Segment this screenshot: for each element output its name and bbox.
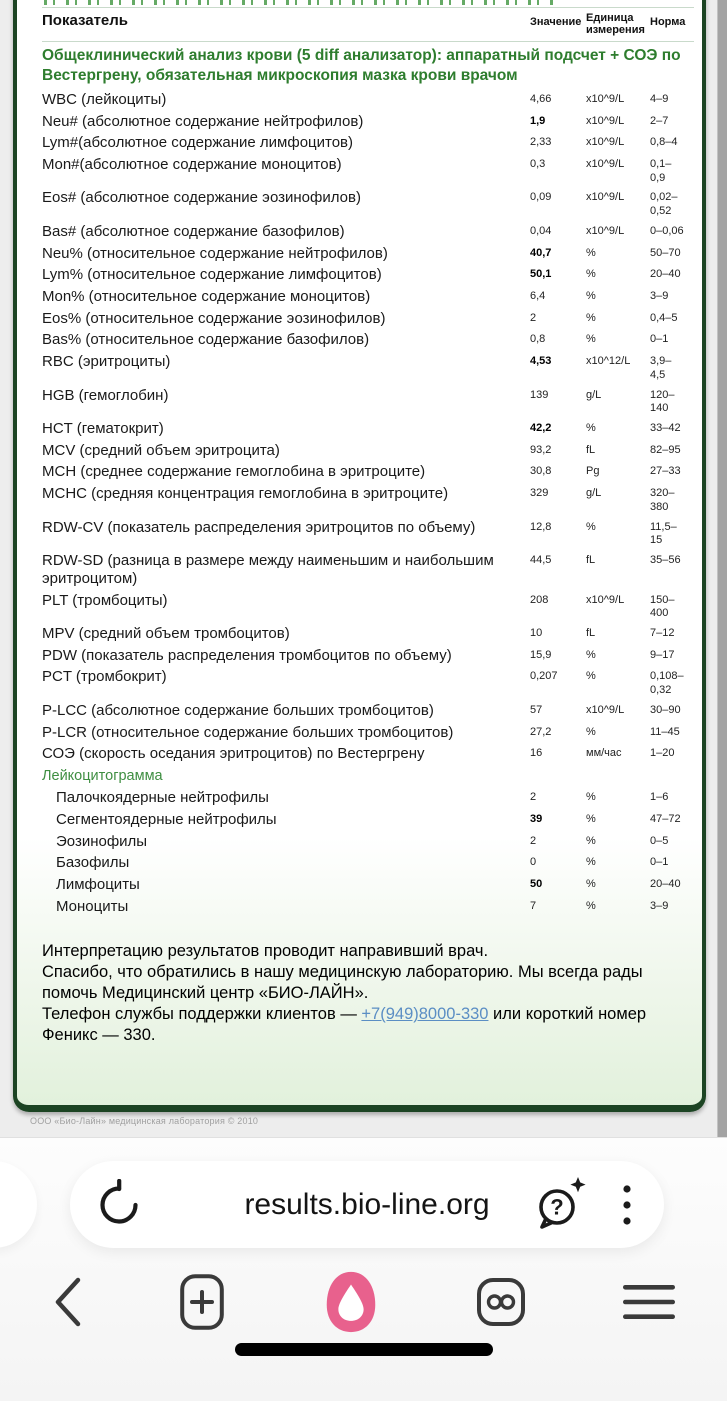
row-unit: % [586,670,596,683]
row-norm: 0–0,06 [650,224,684,237]
clipped-text-fragment [44,0,554,5]
row-value: 139 [530,388,549,401]
row-unit: x10^9/L [586,191,625,204]
table-row [42,831,694,853]
row-unit: x10^9/L [586,114,625,127]
row-label: PDW (показатель распределения тромбоцитов по объему) [42,646,452,664]
table-row [42,221,694,243]
ai-assistant-button[interactable] [532,1177,588,1231]
row-norm: 47–72 [650,813,681,826]
row-norm: 11–45 [650,725,680,738]
row-value: 2 [530,311,537,324]
row-value: 10 [530,627,543,640]
row-unit: x10^9/L [586,703,625,716]
table-row [42,154,694,188]
row-label: Neu# (абсолютное содержание нейтрофилов) [42,112,364,130]
row-unit: % [586,422,596,435]
row-norm: 0–1 [650,333,669,346]
row-norm: 82–95 [650,443,681,456]
row-value: 42,2 [530,422,552,435]
row-label: Сегментоядерные нейтрофилы [56,811,277,829]
hamburger-menu-icon [623,1284,675,1320]
alice-icon [323,1269,379,1335]
table-row [42,111,694,133]
table-row [42,89,694,111]
row-value: 57 [530,703,543,716]
row-value: 6,4 [530,290,546,303]
menu-button[interactable] [623,1284,675,1320]
row-value: 50 [530,878,543,891]
row-value: 2 [530,791,537,804]
row-unit: fL [586,627,596,640]
row-unit: x10^9/L [586,157,625,170]
row-label: Bas# (абсолютное содержание базофилов) [42,222,345,240]
table-row [42,666,694,700]
row-norm: 1–20 [650,747,675,760]
row-label: Базофилы [56,854,130,872]
note-line-3 [42,1004,682,1046]
table-row [42,874,694,896]
row-norm: 27–33 [650,465,681,478]
row-label: Моноциты [56,897,129,915]
tabs-icon [477,1278,525,1326]
row-value: 39 [530,813,543,826]
row-value: 12,8 [530,520,552,533]
row-norm: 9–17 [650,648,675,661]
table-row [42,264,694,286]
row-norm: 1–6 [650,791,669,804]
row-unit: % [586,791,596,804]
row-label: MCV (средний объем эритроцита) [42,441,280,459]
new-tab-button[interactable] [180,1274,224,1330]
alice-assistant-button[interactable] [323,1269,379,1335]
row-norm: 0–5 [650,834,669,847]
row-unit: % [586,648,596,661]
row-label: Eos% (относительное содержание эозинофилов) [42,309,386,327]
table-row [42,743,694,765]
copyright-text: ООО «Био-Лайн» медицинская лаборатория © 2010 [30,1116,259,1126]
adjacent-tab-pill[interactable] [0,1161,37,1248]
row-unit: Pg [586,465,600,478]
row-norm: 7–12 [650,627,675,640]
row-unit: fL [586,443,596,456]
table-subsection-title: Лейкоцитограмма [42,767,163,784]
row-unit: g/L [586,487,602,500]
row-value: 0,8 [530,333,546,346]
row-unit: % [586,813,596,826]
row-value: 30,8 [530,465,552,478]
table-row [42,550,694,589]
tabs-button[interactable] [477,1278,525,1326]
row-unit: % [586,333,596,346]
note-line-3-prefix: Телефон службы поддержки клиентов — [42,1005,362,1024]
row-unit: % [586,246,596,259]
row-norm: 4–9 [650,92,669,105]
row-label: Neu% (относительное содержание нейтрофилов) [42,244,388,262]
bottom-toolbar [0,1269,727,1335]
row-unit: % [586,311,596,324]
table-row [42,243,694,265]
row-label: Eos# (абсолютное содержание эозинофилов) [42,189,361,207]
header-unit: Единица измерения [586,12,645,37]
back-button[interactable] [52,1276,82,1328]
kebab-menu-icon [620,1183,634,1227]
table-row [42,809,694,831]
table-row [42,623,694,645]
table-row [42,329,694,351]
row-value: 40,7 [530,246,552,259]
row-value: 7 [530,899,537,912]
row-label: Эозинофилы [56,832,148,850]
row-unit: x10^9/L [586,92,625,105]
row-label: MCHC (средняя концентрация гемоглобина в эритроците) [42,485,449,503]
row-unit: x10^9/L [586,224,625,237]
table-row [42,308,694,330]
row-norm: 150–400 [650,593,675,620]
row-norm: 20–40 [650,268,681,281]
row-value: 4,66 [530,92,552,105]
row-norm: 35–56 [650,554,681,567]
table-row [42,483,694,517]
row-value: 0,3 [530,157,546,170]
table-row [42,418,694,440]
row-norm: 0–1 [650,856,669,869]
section-title: Общеклинический анализ крови (5 diff анализатор): аппаратный подсчет + СОЭ по Вестергрену, обязательная микроскопия мазка крови врачом [42,46,681,84]
row-norm: 3,9–4,5 [650,355,672,381]
row-norm: 2–7 [650,114,669,127]
row-label: HCT (гематокрит) [42,420,164,438]
row-label: PCT (тромбокрит) [42,668,167,686]
row-unit: fL [586,554,596,567]
table-row [42,440,694,462]
row-value: 1,9 [530,114,546,127]
table-row [42,187,694,221]
table-row [42,385,694,419]
row-value: 0,207 [530,670,558,683]
row-unit: x10^12/L [586,355,631,368]
row-label: Лимфоциты [56,876,140,894]
back-icon [52,1276,82,1328]
row-value: 0 [530,856,537,869]
row-norm: 3–9 [650,290,669,303]
row-label: RDW-SD (разница в размере между наименьшим и наибольшим эритроцитом) [42,552,494,587]
row-norm: 320–380 [650,487,675,513]
row-value: 27,2 [530,725,552,738]
note-line-3-suffix: или короткий номер Феникс — 330. [42,1005,647,1045]
table-header-row [42,7,694,42]
row-unit: x10^9/L [586,593,625,606]
row-label: PLT (тромбоциты) [42,591,168,609]
row-value: 93,2 [530,443,552,456]
new-tab-icon [180,1274,224,1330]
row-value: 0,04 [530,224,552,237]
scrollbar[interactable] [717,0,727,1137]
row-value: 329 [530,487,549,500]
row-norm: 11,5–15 [650,520,677,547]
row-norm: 0,108–0,32 [650,670,684,697]
row-unit: % [586,834,596,847]
row-label: Bas% (относительное содержание базофилов) [42,331,370,349]
row-unit: мм/час [586,747,622,760]
ai-assistant-icon [532,1177,588,1231]
row-norm: 3–9 [650,899,669,912]
row-unit: % [586,725,596,738]
row-value: 16 [530,747,543,760]
row-label: Lym#(абсолютное содержание лимфоцитов) [42,134,354,152]
row-label: HGB (гемоглобин) [42,386,169,404]
row-value: 4,53 [530,355,552,368]
row-label: RDW-CV (показатель распределения эритроцитов по объему) [42,518,476,536]
row-unit: g/L [586,388,602,401]
table-row [42,787,694,809]
row-unit: % [586,268,596,281]
home-indicator[interactable] [235,1343,493,1356]
row-label: P-LCR (относительное содержание больших тромбоцитов) [42,723,454,741]
row-norm: 50–70 [650,246,681,259]
row-label: СОЭ (скорость оседания эритроцитов) по Вестергрену [42,745,425,763]
row-value: 44,5 [530,554,552,567]
row-unit: % [586,290,596,303]
table-row [42,590,694,624]
row-value: 50,1 [530,268,552,281]
row-norm: 120–140 [650,388,675,415]
row-label: P-LCC (абсолютное содержание больших тромбоцитов) [42,701,434,719]
table-row [42,286,694,308]
address-bar[interactable] [70,1161,664,1248]
table-row [42,896,694,918]
row-norm: 30–90 [650,703,681,716]
table-row [42,351,694,385]
row-label: Палочкоядерные нейтрофилы [56,789,269,807]
row-unit: % [586,856,596,869]
row-unit: % [586,878,596,891]
row-value: 208 [530,593,549,606]
row-label: MCH (среднее содержание гемоглобина в эритроците) [42,463,426,481]
table-row [42,722,694,744]
row-unit: x10^9/L [586,136,625,149]
table-body [42,89,694,918]
note-line-2: Спасибо, что обратились в нашу медицинскую лабораторию. Мы всегда рады помочь Медицинский центр «БИО-ЛАЙН». [42,963,643,1003]
table-row [42,517,694,551]
table-row [42,645,694,667]
row-unit: % [586,520,596,533]
browser-menu-button[interactable] [620,1183,634,1227]
note-line-1: Интерпретацию результатов проводит направивший врач. [42,942,489,961]
row-norm: 33–42 [650,422,681,435]
header-value: Значение [530,16,582,28]
row-value: 2 [530,834,537,847]
row-value: 15,9 [530,648,552,661]
row-label: MPV (средний объем тромбоцитов) [42,625,290,643]
row-norm: 0,1–0,9 [650,157,672,184]
row-label: WBC (лейкоциты) [42,90,167,108]
footer-note [42,941,682,1046]
row-value: 0,09 [530,191,552,204]
row-label: RBC (эритроциты) [42,353,171,371]
header-norm: Норма [650,16,686,28]
header-indicator: Показатель [42,12,129,29]
results-card [13,0,706,1112]
table-row [42,852,694,874]
row-label: Lym% (относительное содержание лимфоцитов) [42,266,382,284]
row-norm: 20–40 [650,878,681,891]
table-row [42,132,694,154]
phone-link[interactable]: +7(949)8000-330 [361,1005,489,1024]
row-unit: % [586,899,596,912]
row-norm: 0,8–4 [650,136,678,149]
row-norm: 0,02–0,52 [650,191,678,218]
row-norm: 0,4–5 [650,311,678,324]
row-label: Mon% (относительное содержание моноцитов) [42,288,371,306]
browser-chrome [0,1137,727,1401]
table-row [42,461,694,483]
row-value: 2,33 [530,136,552,149]
row-label: Mon#(абсолютное содержание моноцитов) [42,155,342,173]
table-row [42,700,694,722]
svg-text:?: ? [550,1194,564,1220]
url-text[interactable]: results.bio-line.org [244,1187,490,1221]
